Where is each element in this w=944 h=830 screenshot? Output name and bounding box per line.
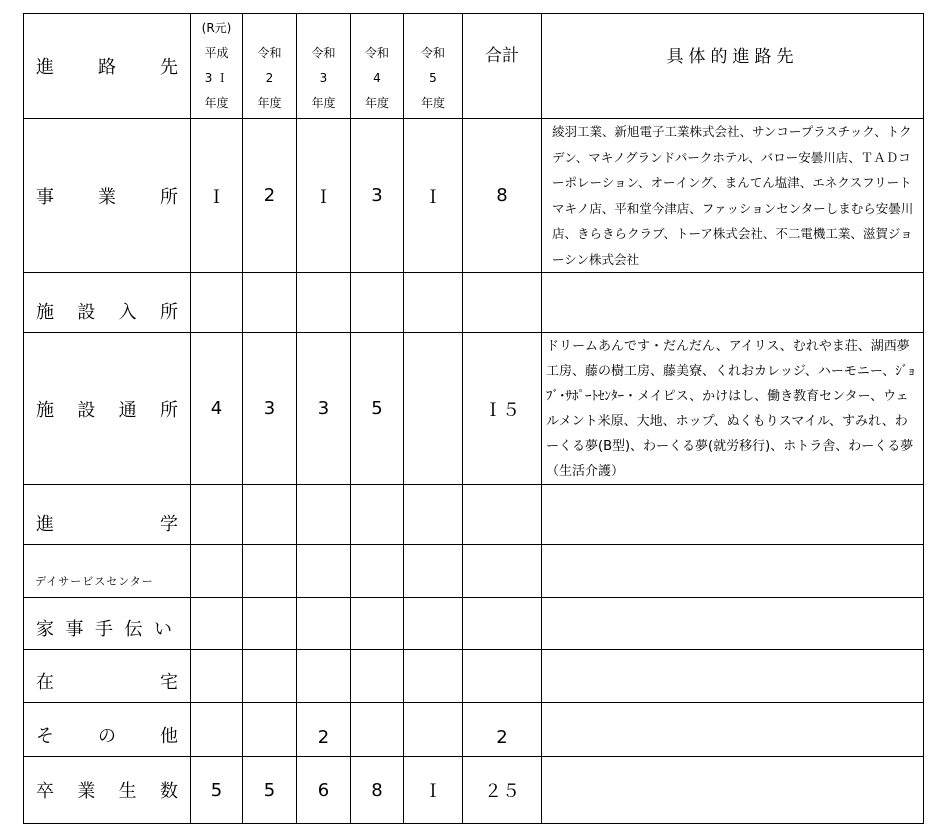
row-label: 施 設 入 所 xyxy=(24,273,191,333)
value-cell xyxy=(404,703,463,757)
detail-cell xyxy=(542,598,924,650)
detail-header: 具体的進路先 xyxy=(542,14,924,119)
value-cell: Ｉ xyxy=(404,119,463,273)
detail-cell xyxy=(542,545,924,598)
table-row xyxy=(24,119,924,273)
value-cell xyxy=(243,485,297,545)
total-cell: 8 xyxy=(463,119,542,273)
value-cell: Ｉ xyxy=(404,757,463,824)
value-cell xyxy=(404,545,463,598)
row-label: そ の 他 xyxy=(24,703,191,757)
value-cell xyxy=(351,598,404,650)
value-cell: 5 xyxy=(191,757,243,824)
total-cell xyxy=(463,273,542,333)
value-cell xyxy=(243,273,297,333)
total-cell xyxy=(463,545,542,598)
value-cell xyxy=(191,703,243,757)
detail-cell xyxy=(542,703,924,757)
value-cell: 3 xyxy=(297,333,351,485)
value-cell xyxy=(297,485,351,545)
total-header: 合計 xyxy=(463,14,542,119)
year-header-r4: 令和 4 年度 xyxy=(351,14,404,119)
value-cell xyxy=(243,598,297,650)
row-label: 卒 業 生 数 xyxy=(24,757,191,824)
row-label: 在 宅 xyxy=(24,650,191,703)
value-cell xyxy=(404,485,463,545)
detail-cell: 綾羽工業、新旭電子工業株式会社、サンコープラスチック、トクデン、マキノグランドパークホテル、バロー安曇川店、ＴＡＤコーポレーション、オーイング、まんてん塩津、エネクスフリートマキノ店、平和堂今津店、ファッションセンターしまむら安曇川店、きらきらクラブ、トーア株式会社、不二電機工業、滋賀ジョーシン株式会社 xyxy=(542,119,924,273)
destination-header: 進 路 先 xyxy=(24,14,191,119)
total-cell: Ｉ５ xyxy=(463,333,542,485)
total-cell xyxy=(463,485,542,545)
value-cell xyxy=(191,273,243,333)
table-row xyxy=(24,545,924,598)
year-header-r3: 令和 3 年度 xyxy=(297,14,351,119)
detail-cell xyxy=(542,485,924,545)
value-cell xyxy=(243,650,297,703)
value-cell xyxy=(243,545,297,598)
table-row xyxy=(24,273,924,333)
detail-cell xyxy=(542,650,924,703)
total-cell: ２５ xyxy=(463,757,542,824)
career-table xyxy=(23,13,924,824)
table-row xyxy=(24,485,924,545)
value-cell xyxy=(297,598,351,650)
value-cell: 2 xyxy=(243,119,297,273)
year-header-r1: (R元) 平成 3 Ｉ 年度 xyxy=(191,14,243,119)
value-cell xyxy=(297,545,351,598)
detail-cell xyxy=(542,273,924,333)
value-cell: 5 xyxy=(243,757,297,824)
value-cell xyxy=(191,545,243,598)
row-label: 施 設 通 所 xyxy=(24,333,191,485)
table-row xyxy=(24,333,924,485)
value-cell xyxy=(243,703,297,757)
year-header-r2: 令和 2 年度 xyxy=(243,14,297,119)
header-row xyxy=(24,14,924,119)
value-cell xyxy=(351,650,404,703)
table-row xyxy=(24,650,924,703)
value-cell xyxy=(351,703,404,757)
value-cell: Ｉ xyxy=(191,119,243,273)
table-row xyxy=(24,598,924,650)
total-cell: 2 xyxy=(463,703,542,757)
total-cell xyxy=(463,650,542,703)
value-cell xyxy=(191,650,243,703)
value-cell: 6 xyxy=(297,757,351,824)
value-cell xyxy=(297,650,351,703)
detail-cell xyxy=(542,757,924,824)
value-cell: 8 xyxy=(351,757,404,824)
value-cell xyxy=(351,485,404,545)
year-header-r5: 令和 5 年度 xyxy=(404,14,463,119)
value-cell xyxy=(404,598,463,650)
table-row xyxy=(24,703,924,757)
value-cell xyxy=(404,333,463,485)
value-cell xyxy=(191,598,243,650)
row-label: デイサービスセンター xyxy=(24,545,191,598)
row-label: 事 業 所 xyxy=(24,119,191,273)
value-cell: 3 xyxy=(351,119,404,273)
value-cell: 5 xyxy=(351,333,404,485)
value-cell: 4 xyxy=(191,333,243,485)
value-cell xyxy=(191,485,243,545)
value-cell xyxy=(351,545,404,598)
value-cell xyxy=(404,273,463,333)
value-cell: 3 xyxy=(243,333,297,485)
value-cell: Ｉ xyxy=(297,119,351,273)
table-row-total xyxy=(24,757,924,824)
row-label: 家 事 手 伝 い xyxy=(24,598,191,650)
row-label: 進 学 xyxy=(24,485,191,545)
value-cell xyxy=(297,273,351,333)
value-cell: 2 xyxy=(297,703,351,757)
detail-cell: ドリームあんです・だんだん、アイリス、むれやま荘、湖西夢工房、藤の樹工房、藤美寮、くれおカレッジ、ハーモニー、ｼﾞｮﾌﾞ･ｻﾎﾟｰﾄｾﾝﾀｰ・メイピス、かけはし、働き教育センター、ウェルメント米原、大地、ホップ、ぬくもりスマイル、すみれ、わーくる夢(B型)、わーくる夢(就労移行)、ホトラ舎、わーくる夢（生活介護） xyxy=(542,333,924,485)
total-cell xyxy=(463,598,542,650)
value-cell xyxy=(351,273,404,333)
value-cell xyxy=(404,650,463,703)
